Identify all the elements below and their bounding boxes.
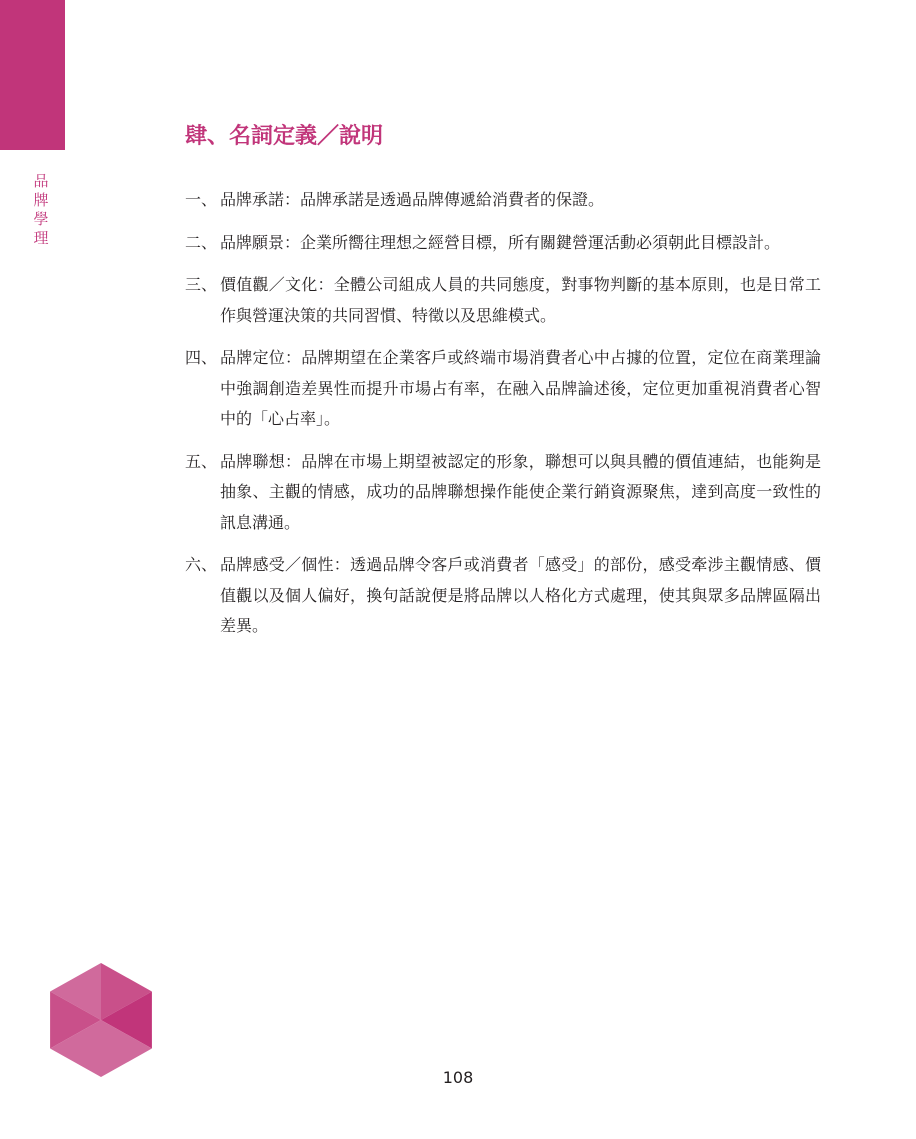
- definition-item: [185, 343, 821, 435]
- definition-item: [185, 270, 821, 331]
- section-title: 肆、名詞定義／說明: [185, 124, 384, 149]
- definition-number: 三、: [185, 275, 218, 294]
- definition-item: [185, 228, 821, 259]
- definition-text: 品牌聯想：品牌在市場上期望被認定的形象，聯想可以與具體的價值連結，也能夠是抽象、主觀的情感，成功的品牌聯想操作能使企業行銷資源聚焦，達到高度一致性的訊息溝通。: [220, 451, 821, 532]
- hexagon-cube-decoration: [50, 963, 152, 1077]
- definition-text: 品牌定位：品牌期望在企業客戶或終端市場消費者心中占據的位置，定位在商業理論中強調創造差異性而提升市場占有率，在融入品牌論述後，定位更加重視消費者心智中的「心占率」。: [220, 348, 821, 428]
- definition-item: [185, 185, 821, 216]
- definition-item: [185, 447, 821, 539]
- definition-list: [185, 185, 821, 654]
- definition-text: 品牌承諾：品牌承諾是透過品牌傳遞給消費者的保證。: [220, 190, 605, 209]
- definition-number: 四、: [185, 348, 218, 367]
- definition-number: 六、: [185, 555, 218, 574]
- definition-text: 品牌願景：企業所嚮往理想之經營目標，所有關鍵營運活動必須朝此目標設計。: [220, 232, 781, 252]
- page-number: 108: [442, 1068, 474, 1087]
- side-section-label: 品牌學理: [33, 172, 49, 247]
- definition-text: 價值觀／文化：全體公司組成人員的共同態度，對事物判斷的基本原則，也是日常工作與營運決策的共同習慣、特徵以及思維模式。: [220, 275, 821, 325]
- definition-item: [185, 550, 821, 642]
- definition-number: 二、: [185, 232, 218, 252]
- definition-text: 品牌感受／個性：透過品牌令客戶或消費者「感受」的部份，感受牽涉主觀情感、價值觀以及個人偏好，換句話說便是將品牌以人格化方式處理，使其與眾多品牌區隔出差異。: [220, 555, 821, 635]
- definition-number: 五、: [185, 451, 218, 471]
- corner-color-tab: [0, 0, 65, 150]
- definition-number: 一、: [185, 190, 218, 209]
